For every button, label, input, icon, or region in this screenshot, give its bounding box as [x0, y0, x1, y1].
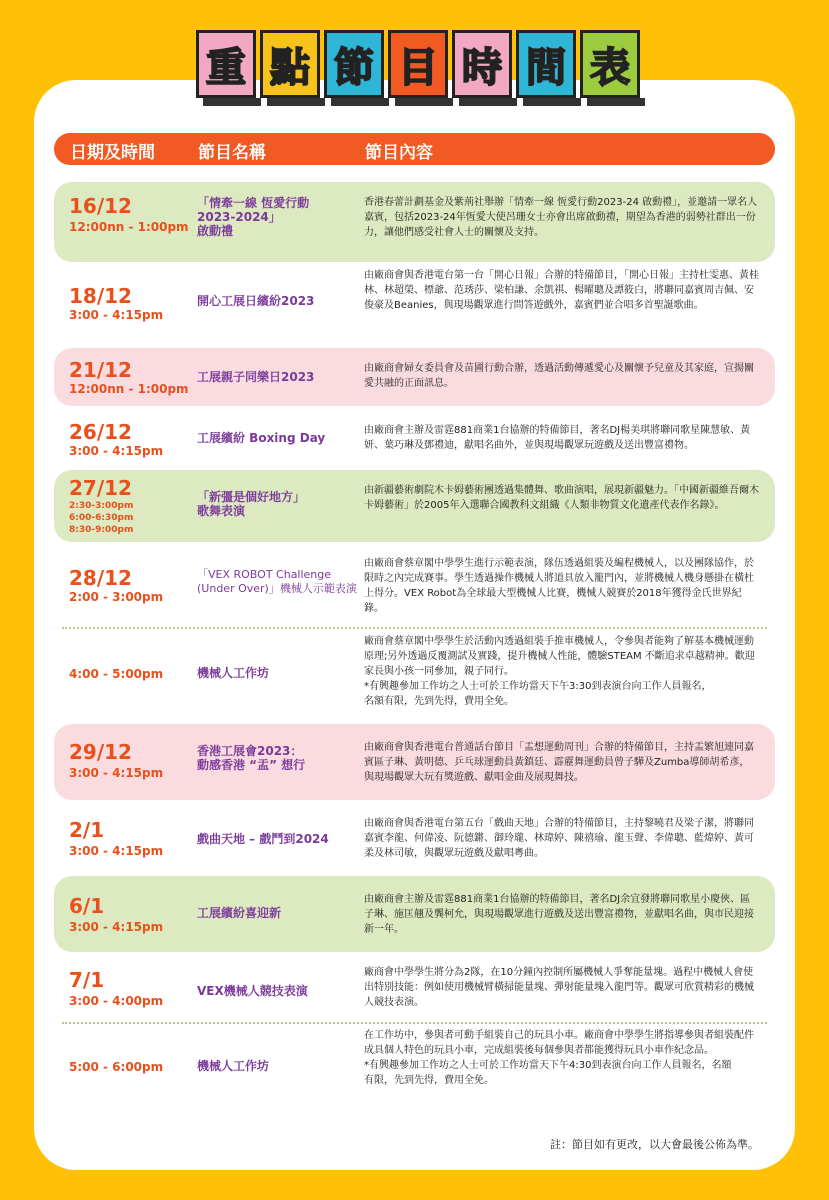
row-content-text: 廠商會蔡章閣中學學生於活動內透過組裝手推車機械人，令參與者能夠了解基本機械運動原理;另外透過反覆測試及實踐，提升機械人性能，體驗STEAM 不斷追求卓越精神。歡迎家長與小孩一同參加，親子同行。: [364, 636, 755, 677]
row-content: 由廠商會主辦及雷霆881商業1台協辦的特備節目，著名DJ余宜發將聯同歌星小慶俠、區子琳、施匡翹及龔柯允，與現場觀眾進行遊戲及送出豐富禮物，並獻唱名曲，與市民迎接新一年。: [364, 894, 754, 935]
row-program: 工展親子同樂日2023: [197, 370, 315, 384]
title-char: 節: [334, 44, 374, 91]
row-date: 16/12: [69, 194, 132, 218]
row-program: 開心工展日繽紛2023: [197, 294, 315, 308]
title-tile: [324, 30, 384, 98]
row-content: 廠商會中學學生將分為2隊，在10分鐘內控制所屬機械人爭奪能量塊。過程中機械人會使出特別技能：例如使用機械臂橫掃能量塊、彈射能量塊入龍門等。觀眾可欣賞精彩的機械人競技表演。: [364, 967, 754, 1008]
row-content: [364, 634, 759, 709]
table-header: [54, 133, 775, 165]
row-program: 香港工展會2023： 動感香港 “盂” 想行: [197, 744, 306, 772]
row-content: 由廠商會與香港電台第五台「戲曲天地」合辦的特備節目，主持黎曉君及梁子潔，將聯同嘉賓李龍、何偉凌、阮德鏘、御玲瓏、林瑋婷、陳禧瑜、龍玉聲、李偉聰、藍煒婷、黃可柔及林司敏，與觀眾玩遊戲及獻唱粵曲。: [364, 818, 754, 859]
schedule-row: [54, 810, 775, 870]
row-date: 2/1: [69, 818, 105, 842]
schedule-row: [54, 1026, 775, 1110]
row-time: 5:00 - 6:00pm: [69, 1060, 164, 1074]
row-divider: [62, 627, 767, 629]
schedule-row: [54, 632, 775, 718]
row-time-slot: 6:00-6:30pm: [69, 513, 134, 523]
row-date: 29/12: [69, 740, 132, 764]
row-content: 由廠商會蔡章閣中學學生進行示範表演，隊伍透過組裝及編程機械人，以及團隊協作，於限時之內完成賽事。學生透過操作機械人將道具放入籠門內，並將機械人機身懸掛在橫杜上得分。VEX Robot為全球最大型機械人比賽，機械人競賽於2018年獲得金氏世界紀錄。: [364, 558, 754, 614]
row-date: 7/1: [69, 968, 105, 992]
row-date: 27/12: [69, 476, 132, 500]
row-date: 26/12: [69, 420, 132, 444]
row-date: 6/1: [69, 894, 105, 918]
title-char: 重: [206, 44, 246, 91]
title-tile: [452, 30, 512, 98]
schedule-row: [54, 268, 775, 344]
row-time-slot: 8:30-9:00pm: [69, 525, 134, 535]
row-time: 12:00nn - 1:00pm: [69, 220, 189, 234]
title-tile: [516, 30, 576, 98]
title-char: 時: [462, 44, 502, 91]
row-program: 「新彊是個好地方」 歌舞表演: [197, 490, 306, 518]
page-title: [196, 30, 642, 112]
row-program: 機械人工作坊: [197, 1059, 270, 1073]
row-date: 28/12: [69, 566, 132, 590]
row-note: *有興趣參加工作坊之人士可於工作坊當天下午4:30到表演台向工作人員報名，名額 有限，先到先得，費用全免。: [364, 1060, 732, 1086]
header-program-name: 節目名稱: [198, 143, 266, 163]
row-time: 4:00 - 5:00pm: [69, 667, 164, 681]
row-content: 由廠商會與香港電台第一台「開心日報」合辦的特備節目，「開心日報」主持杜雯惠、黃桂林、林超榮、標爺、范琇莎、梁柏謙、余凱祺、楊曜聰及譚筱白，將聯同嘉賓周吉佩、安俊豪及Beanies，與現場觀眾進行問答遊戲外，嘉賓們並合唱多首聖誕歌曲。: [364, 270, 759, 311]
row-content: 香港春蕾計劃基金及紫荊社舉辦「情牽一線 恆愛行動2023-24 啟動禮」，並邀請一眾名人嘉賓，包括2023-24年恆愛大使呂珊女士亦會出席啟動禮，期望為香港的弱勢社群出一份力，讓他們感受社會人士的關懷及支持。: [364, 197, 758, 238]
schedule-row: [54, 470, 775, 542]
row-time: 3:00 - 4:15pm: [69, 444, 164, 458]
row-times: [69, 500, 133, 536]
title-char: 目: [398, 44, 438, 91]
row-time: 3:00 - 4:15pm: [69, 308, 164, 322]
title-tile: [388, 30, 448, 98]
row-content: 由廠商會與香港電台普通話台節目「盂想運動周刊」合辦的特備節目，主持盂繁旭連同嘉賓區子琳、黃明德、乒乓球運動員黃鎮廷、霹靂舞運動員曾子驊及Zumba導師胡希彥，與現場觀眾大玩有獎遊戲、獻唱金曲及展現舞技。: [364, 742, 754, 783]
row-content-text: 在工作坊中，參與者可動手組裝自己的玩具小車。廠商會中學學生將指導參與者組裝配件成具個人特色的玩具小車，完成組裝後每個參與者都能獲得玩具小車作紀念品。: [364, 1030, 754, 1056]
title-tile: [580, 30, 640, 98]
row-program: 工展繽紛喜迎新: [197, 906, 282, 920]
row-program: 機械人工作坊: [197, 666, 270, 680]
schedule-row: [54, 182, 775, 262]
row-divider: [62, 1022, 767, 1024]
row-program: 工展繽紛 Boxing Day: [197, 431, 326, 445]
schedule-row: [54, 962, 775, 1016]
row-program: 戲曲天地 – 戲鬥到2024: [197, 832, 329, 846]
row-time: 3:00 - 4:15pm: [69, 766, 164, 780]
header-date-time: 日期及時間: [70, 143, 155, 163]
row-date: 21/12: [69, 358, 132, 382]
row-content: 由廠商會婦女委員會及苗圃行動合辦，透過活動傳遞愛心及關懷予兒童及其家庭，宣揚關愛共融的正面訊息。: [364, 363, 754, 389]
row-program: 「情牽一線 恆愛行動 2023-2024」 啟動禮: [197, 196, 310, 238]
title-char: 點: [270, 44, 310, 91]
schedule-row: [54, 724, 775, 800]
title-char: 表: [590, 44, 630, 91]
row-content: 由新疆藝術劇院木卡姆藝術團透過集體舞、歌曲演唱，展現新疆魅力。「中國新疆維吾爾木卡姆藝術」於2005年入選聯合國教科文組織《人類非物質文化遺產代表作名錄》。: [364, 485, 759, 511]
schedule-row: [54, 876, 775, 952]
row-program: 「VEX ROBOT Challenge (Under Over)」機械人示範表演: [197, 568, 357, 595]
title-tile: [260, 30, 320, 98]
row-time-slot: 2:30-3:00pm: [69, 501, 134, 511]
row-time: 3:00 - 4:15pm: [69, 920, 164, 934]
schedule-row: [54, 348, 775, 406]
footnote: 註：節目如有更改，以大會最後公佈為準。: [550, 1138, 759, 1151]
title-tile: [196, 30, 256, 98]
row-content: 由廠商會主辦及雷霆881商業1台協辦的特備節目，著名DJ楊美琪將聯同歌星陳慧敏、黃妍、葉巧琳及鄧禮迪，獻唱名曲外，並與現場觀眾玩遊戲及送出豐富禮物。: [364, 425, 751, 451]
row-time: 3:00 - 4:15pm: [69, 844, 164, 858]
schedule-row: [54, 414, 775, 466]
header-program-content: 節目內容: [365, 143, 433, 163]
row-date: 18/12: [69, 284, 132, 308]
schedule-row: [54, 552, 775, 622]
row-note: *有興趣參加工作坊之人士可於工作坊當天下午3:30到表演台向工作人員報名， 名額有限，先到先得，費用全免。: [364, 681, 712, 707]
row-time: 2:00 - 3:00pm: [69, 590, 164, 604]
row-time: 12:00nn - 1:00pm: [69, 382, 189, 396]
row-time: 3:00 - 4:00pm: [69, 994, 164, 1008]
row-program: VEX機械人競技表演: [197, 984, 308, 998]
row-content: [364, 1028, 759, 1088]
title-char: 間: [526, 44, 566, 91]
